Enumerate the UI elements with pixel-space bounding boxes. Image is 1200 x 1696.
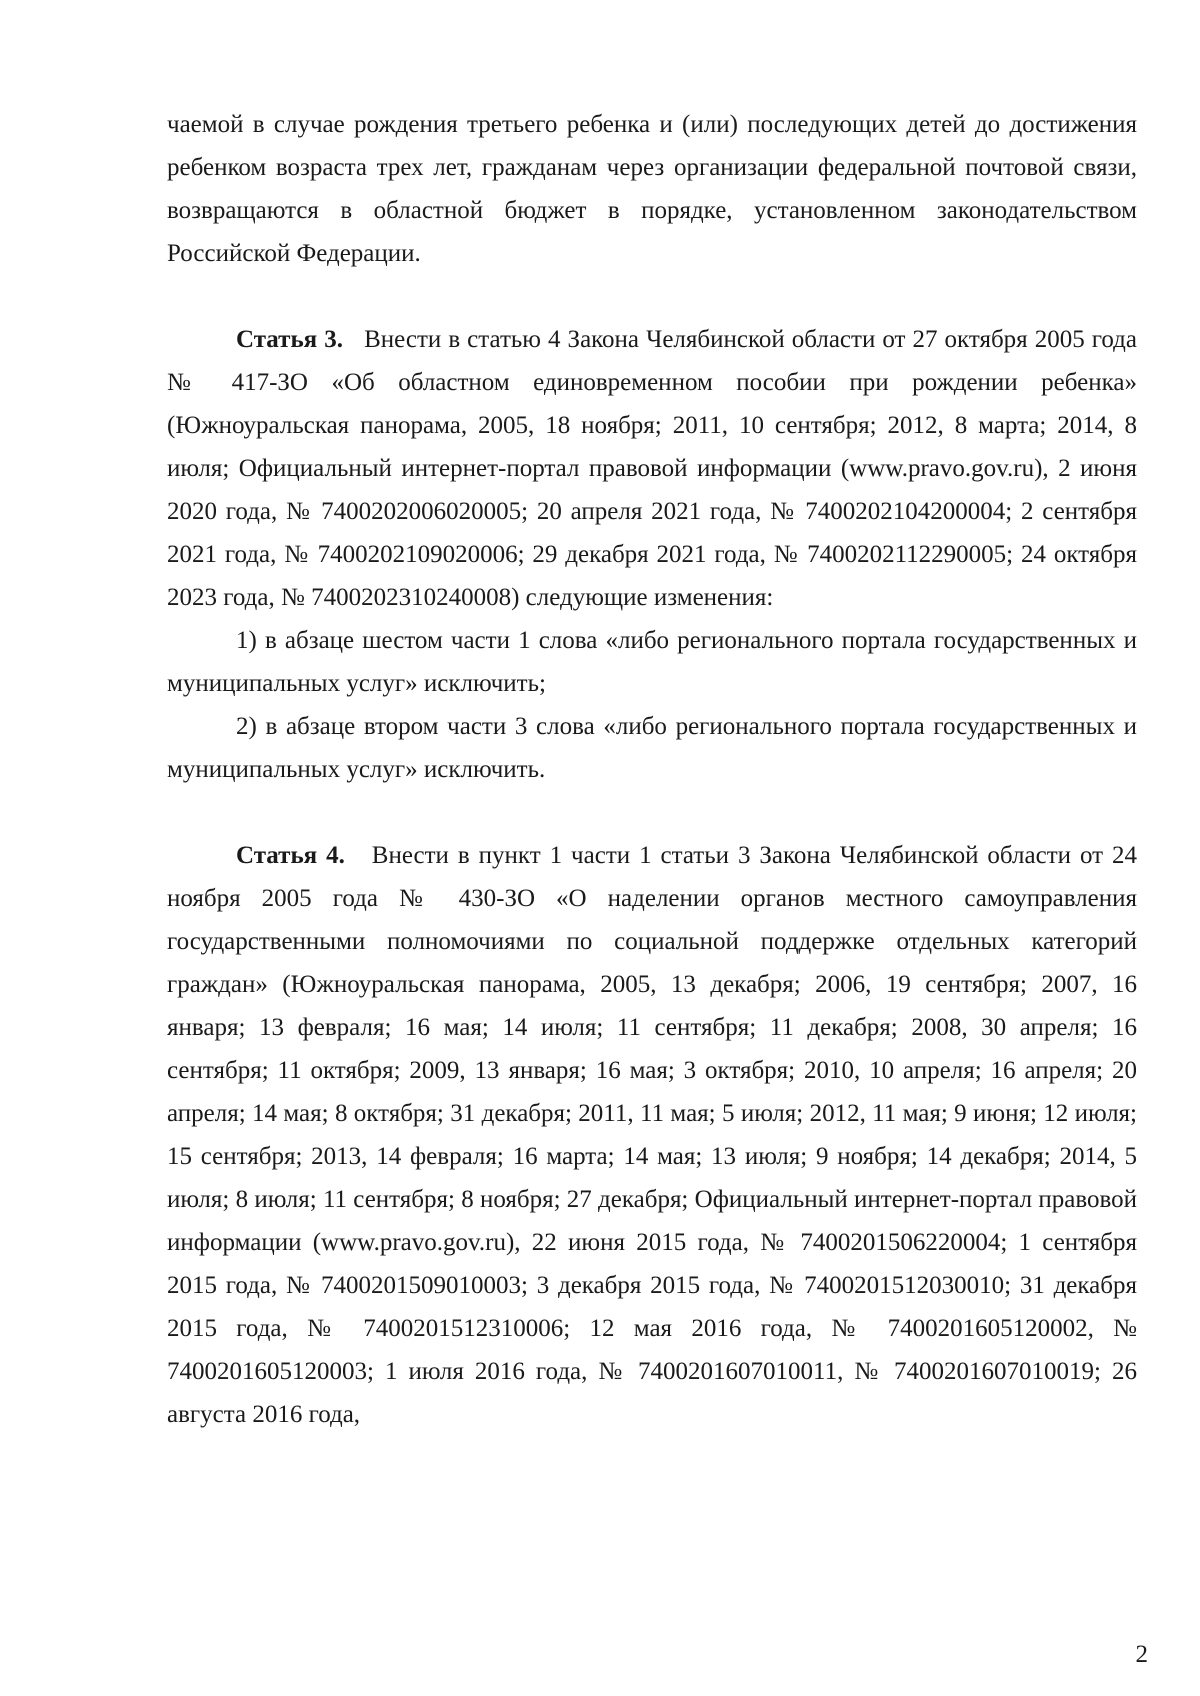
article-3-paragraph	[167, 318, 1137, 619]
page-number: 2	[1135, 1641, 1148, 1668]
article-3-item-2: 2) в абзаце втором части 3 слова «либо регионального портала государственных и муниципальных услуг» исключить.	[167, 713, 1137, 783]
article-4-paragraph	[167, 834, 1137, 1436]
paragraph-continuation: чаемой в случае рождения третьего ребенка и (или) последующих детей до достижения ребенком возраста трех лет, гражданам через организации федеральной почтовой связи, возвращаются в областной бюджет в порядке, установленном законодательством Российской Федерации.	[167, 111, 1137, 267]
article-4-heading: Статья 4.	[236, 842, 345, 869]
paragraph-gap	[167, 791, 1137, 834]
document-body	[167, 103, 1137, 1436]
paragraph-gap	[167, 275, 1137, 318]
article-3-heading: Статья 3.	[236, 326, 343, 353]
article-4-text: Внести в пункт 1 части 1 статьи 3 Закона Челябинской области от 24 ноября 2005 года № 430-ЗО «О наделении органов местного самоуправления государственными полномочиями по социальной поддержке отдельных категорий граждан» (Южноуральская панорама, 2005, 13 декабря; 2006, 19 сентября; 2007, 16 января; 13 февраля; 16 мая; 14 июля; 11 сентября; 11 декабря; 2008, 30 апреля; 16 сентября; 11 октября; 2009, 13 января; 16 мая; 3 октября; 2010, 10 апреля; 16 апреля; 20 апреля; 14 мая; 8 октября; 31 декабря; 2011, 11 мая; 5 июля; 2012, 11 мая; 9 июня; 12 июля; 15 сентября; 2013, 14 февраля; 16 марта; 14 мая; 13 июля; 9 ноября; 14 декабря; 2014, 5 июля; 8 июля; 11 сентября; 8 ноября; 27 декабря; Официальный интернет-портал правовой информации (www.pravo.gov.ru), 22 июня 2015 года, № 7400201506220004; 1 сентября 2015 года, № 7400201509010003; 3 декабря 2015 года, № 7400201512030010; 31 декабря 2015 года, № 7400201512310006; 12 мая 2016 года, № 7400201605120002, № 7400201605120003; 1 июля 2016 года, № 7400201607010011, № 7400201607010019; 26 августа 2016 года,	[167, 842, 1138, 1428]
article-3-item-1: 1) в абзаце шестом части 1 слова «либо регионального портала государственных и муниципальных услуг» исключить;	[167, 627, 1137, 697]
article-3-text: Внести в статью 4 Закона Челябинской области от 27 октября 2005 года № 417-ЗО «Об областном единовременном пособии при рождении ребенка» (Южноуральская панорама, 2005, 18 ноября; 2011, 10 сентября; 2012, 8 марта; 2014, 8 июля; Официальный интернет-портал правовой информации (www.pravo.gov.ru), 2 июня 2020 года, № 7400202006020005; 20 апреля 2021 года, № 7400202104200004; 2 сентября 2021 года, № 7400202109020006; 29 декабря 2021 года, № 7400202112290005; 24 октября 2023 года, № 7400202310240008) следующие изменения:	[167, 326, 1137, 611]
